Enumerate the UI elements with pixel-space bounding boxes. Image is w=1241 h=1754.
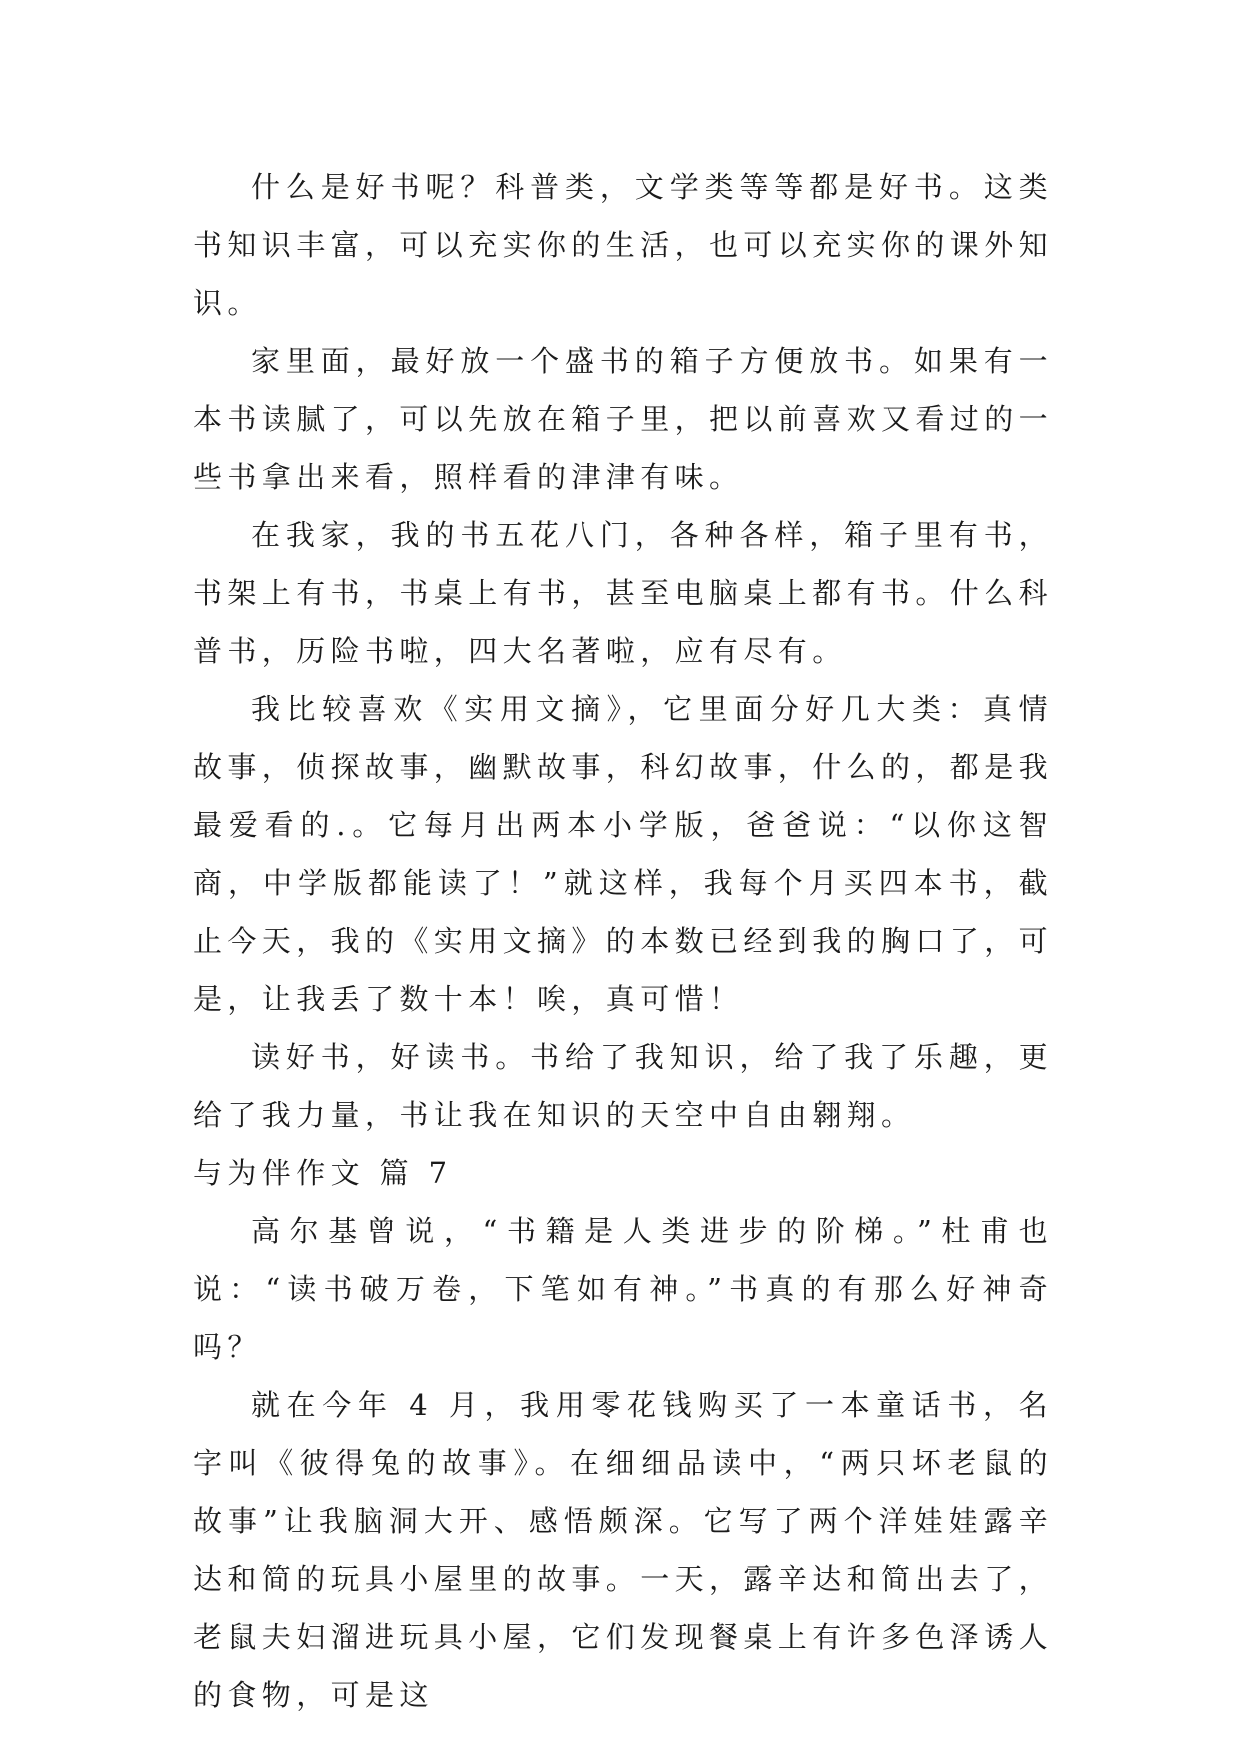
paragraph: 就在今年 4 月，我用零花钱购买了一本童话书，名字叫《彼得兔的故事》。在细细品读中，“两只坏老鼠的故事”让我脑洞大开、感悟颇深。它写了两个洋娃娃露辛达和简的玩具小屋里的故事。一天，露辛达和简出去了，老鼠夫妇溜进玩具小屋，它们发现餐桌上有许多色泽诱人的食物，可是这 [193, 1388, 1054, 1712]
paragraph: 高尔基曾说，“书籍是人类进步的阶梯。”杜甫也说：“读书破万卷，下笔如有神。”书真的有那么好神奇吗？ [193, 1214, 1053, 1364]
section-heading: 与为伴作文 篇 7 [193, 1156, 453, 1190]
paragraph: 什么是好书呢？科普类，文学类等等都是好书。这类书知识丰富，可以充实你的生活，也可以充实你的课外知识。 [193, 170, 1054, 320]
paragraph: 读好书，好读书。书给了我知识，给了我了乐趣，更给了我力量，书让我在知识的天空中自由翱翔。 [193, 1040, 1053, 1132]
paragraph: 在我家，我的书五花八门，各种各样，箱子里有书，书架上有书，书桌上有书，甚至电脑桌上都有书。什么科普书，历险书啦，四大名著啦，应有尽有。 [193, 518, 1054, 668]
paragraph: 我比较喜欢《实用文摘》，它里面分好几大类：真情故事，侦探故事，幽默故事，科幻故事，什么的，都是我最爱看的.。它每月出两本小学版，爸爸说：“以你这智商，中学版都能读了！”就这样，我每个月买四本书，截止今天，我的《实用文摘》的本数已经到我的胸口了，可是，让我丢了数十本！唉，真可惜！ [193, 692, 1054, 1016]
document-body [193, 158, 1053, 1724]
paragraph: 家里面，最好放一个盛书的箱子方便放书。如果有一本书读腻了，可以先放在箱子里，把以前喜欢又看过的一些书拿出来看，照样看的津津有味。 [193, 344, 1054, 494]
